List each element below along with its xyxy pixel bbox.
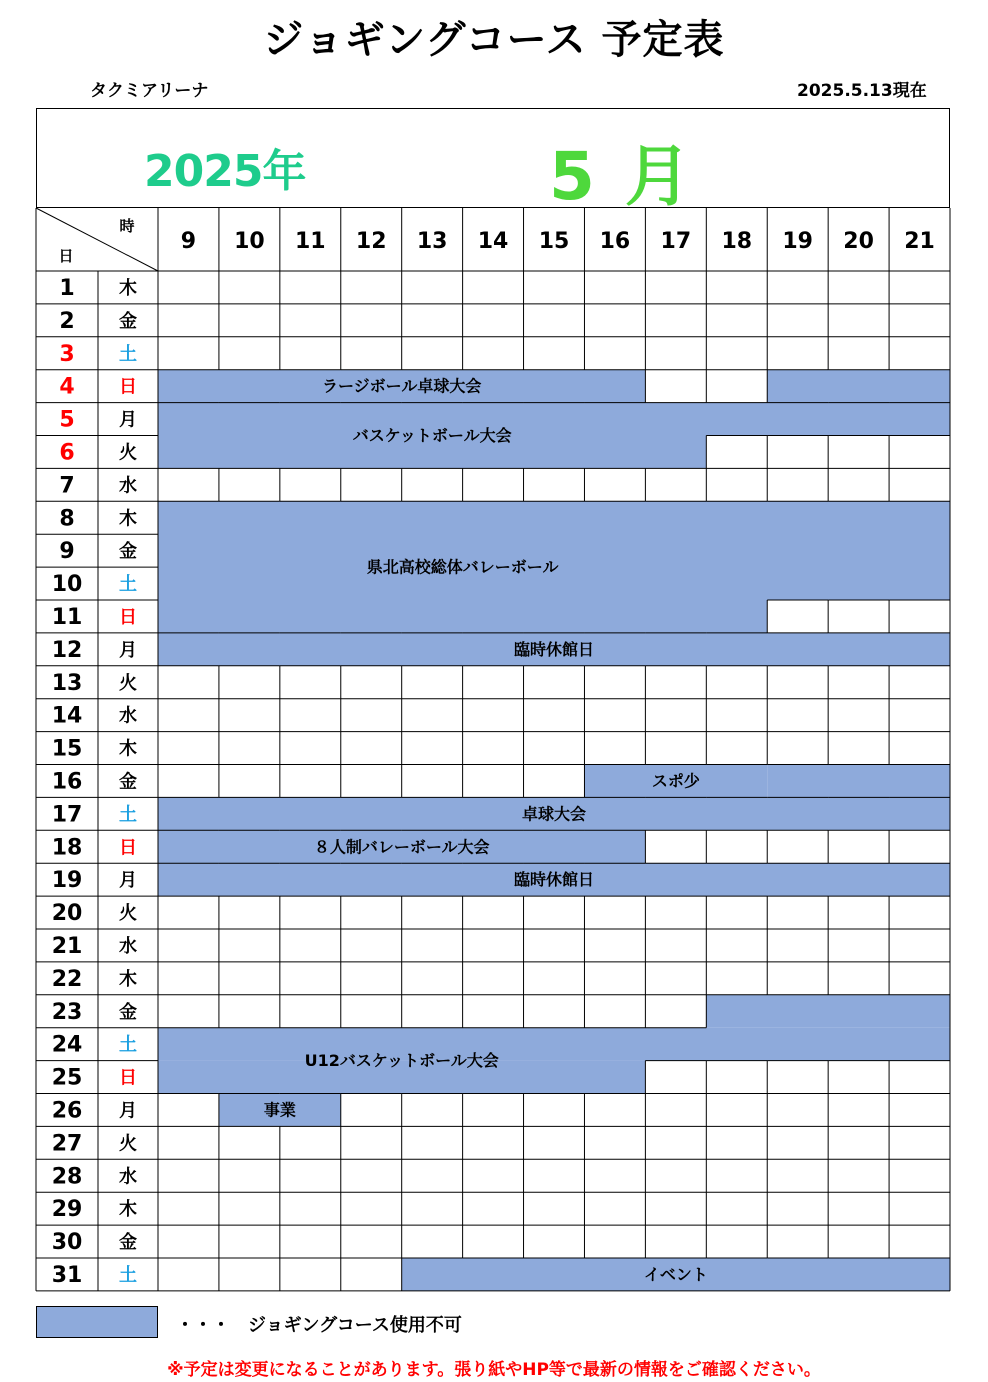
event-label: イベント [643, 1264, 708, 1284]
day-date: 31 [51, 1262, 83, 1288]
day-weekday: 日 [119, 837, 137, 859]
hour-header: 21 [904, 229, 935, 254]
day-weekday: 金 [119, 771, 137, 793]
day-weekday: 火 [119, 903, 137, 925]
day-date: 23 [51, 999, 83, 1025]
blocked-block [706, 995, 950, 1028]
day-weekday: 日 [119, 1067, 137, 1089]
day-weekday: 金 [119, 1001, 137, 1023]
blocked-block [158, 403, 950, 436]
hour-header: 16 [599, 229, 631, 254]
day-date: 2 [59, 308, 75, 334]
day-weekday: 木 [119, 508, 137, 530]
event-label: ８人制バレーボール大会 [313, 837, 490, 857]
day-date: 24 [51, 1032, 83, 1058]
day-date: 14 [51, 703, 83, 729]
day-weekday: 水 [119, 475, 137, 497]
day-weekday: 土 [119, 1034, 137, 1056]
day-weekday: 土 [119, 1264, 137, 1286]
day-weekday: 木 [119, 968, 137, 990]
blocked-block [767, 370, 950, 403]
day-date: 12 [51, 637, 83, 663]
legend-swatch [36, 1306, 158, 1338]
year-label: 2025年 [144, 146, 306, 197]
day-date: 19 [51, 868, 83, 894]
day-date: 10 [51, 572, 83, 598]
day-date: 11 [51, 604, 83, 630]
day-date: 1 [59, 275, 75, 301]
event-label: 卓球大会 [521, 804, 587, 824]
hour-header: 15 [538, 229, 570, 254]
hour-header: 9 [180, 229, 197, 254]
hour-header: 13 [416, 229, 448, 254]
day-weekday: 水 [119, 935, 137, 957]
hour-header: 14 [477, 229, 509, 254]
day-weekday: 月 [119, 639, 137, 661]
day-date: 18 [51, 835, 83, 861]
hour-header: 11 [294, 229, 326, 254]
blocked-block [767, 765, 950, 798]
day-date: 21 [51, 933, 83, 959]
day-weekday: 木 [119, 277, 137, 299]
day-date: 26 [51, 1098, 83, 1124]
day-weekday: 水 [119, 1166, 137, 1188]
grid-line [36, 208, 158, 271]
day-weekday: 金 [119, 310, 137, 332]
day-date: 15 [51, 736, 83, 762]
day-weekday: 木 [119, 738, 137, 760]
day-date: 29 [51, 1197, 83, 1223]
event-label: 県北高校総体バレーボール [366, 557, 559, 577]
day-weekday: 金 [119, 541, 137, 563]
day-weekday: 月 [119, 409, 137, 431]
event-label: 臨時休館日 [513, 639, 595, 659]
day-date: 25 [51, 1065, 83, 1091]
notice-text: ※予定は変更になることがあります。張り紙やHP等で最新の情報をご確認ください。 [167, 1360, 821, 1380]
event-label: スポ少 [651, 771, 700, 791]
day-date: 30 [51, 1230, 83, 1256]
day-weekday: 火 [119, 672, 137, 694]
legend-text: ・・・ ジョギングコース使用不可 [176, 1315, 462, 1336]
day-weekday: 月 [119, 870, 137, 892]
day-date: 27 [51, 1131, 83, 1157]
corner-hour-label: 時 [119, 217, 135, 235]
day-date: 22 [51, 966, 83, 992]
corner-day-label: 日 [58, 247, 74, 265]
event-label: ラージボール卓球大会 [322, 376, 482, 396]
day-weekday: 水 [119, 705, 137, 727]
hour-header: 12 [355, 229, 387, 254]
day-weekday: 日 [119, 376, 137, 398]
day-date: 17 [51, 802, 83, 828]
day-date: 4 [59, 374, 75, 400]
blocked-block [158, 600, 767, 633]
day-weekday: 金 [119, 1232, 137, 1254]
page-title: ジョギングコース 予定表 [263, 17, 725, 63]
event-label: 臨時休館日 [513, 870, 595, 890]
month-label: 5月 [549, 138, 721, 215]
hour-header: 19 [782, 229, 814, 254]
event-label: バスケットボール大会 [352, 426, 512, 445]
day-date: 6 [59, 440, 75, 466]
day-weekday: 日 [119, 606, 137, 628]
day-date: 28 [51, 1164, 83, 1190]
day-date: 16 [51, 769, 83, 795]
hour-header: 17 [660, 229, 692, 254]
day-weekday: 木 [119, 1199, 137, 1221]
venue-name: タクミアリーナ [90, 81, 209, 101]
blocked-block [158, 1028, 950, 1061]
hour-header: 18 [721, 229, 753, 254]
day-date: 13 [51, 670, 83, 696]
day-weekday: 火 [119, 442, 137, 464]
day-date: 20 [51, 901, 83, 927]
day-date: 9 [59, 539, 75, 565]
day-date: 5 [59, 407, 75, 433]
hour-header: 10 [234, 229, 265, 254]
blocked-block [158, 501, 950, 600]
day-weekday: 土 [119, 574, 137, 596]
day-date: 3 [59, 341, 75, 367]
day-weekday: 土 [119, 804, 137, 826]
day-weekday: 土 [119, 343, 137, 365]
day-weekday: 月 [119, 1100, 137, 1122]
event-label: 事業 [263, 1100, 296, 1120]
day-date: 7 [59, 473, 75, 499]
day-weekday: 火 [119, 1133, 137, 1155]
as-of-date: 2025.5.13現在 [797, 81, 927, 101]
day-date: 8 [59, 506, 75, 532]
event-label: U12バスケットボール大会 [304, 1051, 499, 1071]
hour-header: 20 [843, 229, 874, 254]
